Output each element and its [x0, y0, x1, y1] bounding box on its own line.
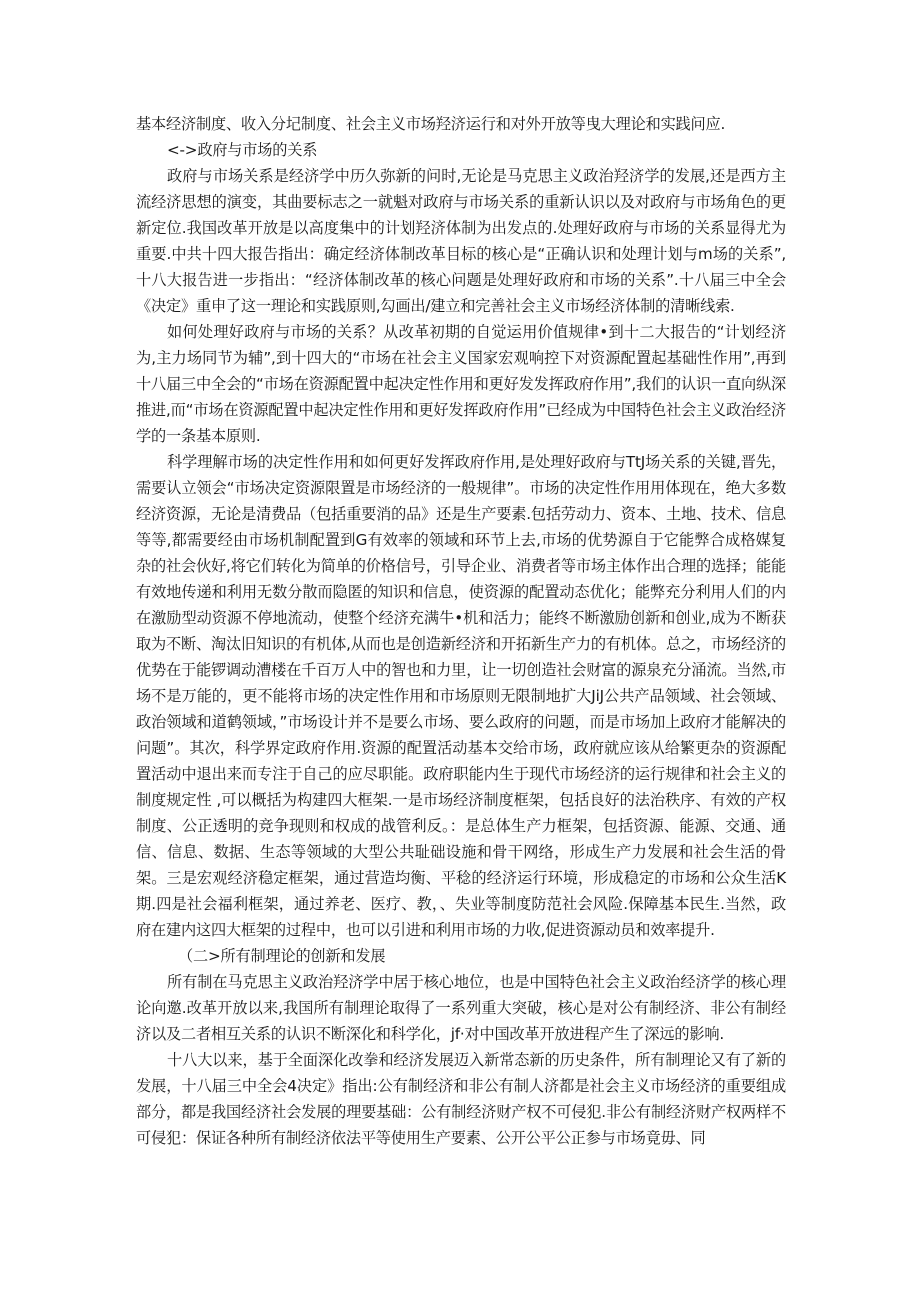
paragraph-market-decisive-role: 科学理解市场的决定性作用和如何更好发挥政府作用,是处理好政府与TtJ场关系的关键,晋先，需要认立领会“市场决定资源限置是市场经济的一般规律”。市场的决定性作用用体现在，绝大多数经济资源，无论是清费品（包括重要消的品》还是生产要素.包括劳动力、资本、土地、技术、信息等等,都需要经由市场机制配置到G有效率的领域和环节上去,市场的优势源自于它能弊合成格媒复杂的社会伙好,将它们转化为简单的价格信号，引导企业、消费者等市场主体作出合理的选择；能能有效地传递和利用无数分散而隐匿的知识和信息，使资源的配置动态优化；能弊充分利用人们的内在激励型动资源不停地流动，使整个经济充满牛•机和活力；能终不断激励创新和创业,成为不断获取为不断、淘汰旧知识的有机体,从而也是创造新经济和开拓新生产力的有机体。总之，市场经济的优势在于能锣调动漕楼在千百万人中的智也和力里，让一切创造社会财富的源泉充分涌流。当然,市场不是万能的，更不能将市场的决定性作用和市场原则无限制地扩大JiJ公共产品领域、社会领域、政治领域和道鹤领域，”市场设计并不是要么市场、要么政府的问题，而是市场加上政府才能解决的问题”。其次，科学界定政府作用.资源的配置活动基本交给市场，政府就应该从给繁更杂的资源配置活动中退出来而专注于自己的应尽职能。政府职能内生于现代市场经济的运行规律和社会主义的制度规定性 ,可以概括为构建四大框架.一是市场经济制度框架，包括良好的法治秩序、有效的产权制度、公正透明的竞争现则和权成的战管利反。：是总体生产力框架，包括资源、能源、交通、通信、信息、数据、生态等领域的大型公共耻础设施和骨干网络，形成生产力发展和社会生活的骨架。三是宏观经济稳定框架，通过营造均衡、平稔的经济运行环境，形成稳定的市场和公众生活K期.四是社会福利框架，通过养老、医疗、教，、失业等制度防范社会风险.保障基本民生.当然，政府在建内这四大框架的过程中，也可以引进和利用市场的力收,促进资源动员和效率提升. — [136, 453, 786, 939]
paragraph-intro: 基本经济制度、收入分圮制度、社会主义市场羟济运行和对外开放等曳大理论和实践问应. — [136, 115, 726, 133]
section-heading-ownership-theory: （二>所有制理论的创新和发展 — [178, 947, 386, 965]
paragraph-handling-relation: 如何处理好政府与市场的关系？从改革初期的自觉运用价值规律•到十二大报告的“计划经济为,主力场同节为辅”,到十四大的“市场在社会主义国家宏观响控下对资源配置起基础性作用”,再到十八届三中全会的“市场在资源配置中起决定性作用和更好发发挥政府作用”,我们的认识一直向纵深推进,而“市场在资源配置中起决定性作用和更好发挥政府作用”已经成为中国特色社会主义政治经济学的一条基本原则. — [136, 323, 786, 445]
section-heading-government-market: <->政府与市场的关系 — [167, 141, 318, 159]
document-body — [136, 111, 786, 1151]
paragraph-ownership-new-development: 十八大以来，基于全面深化改拳和经济发展迈入新常态新的历史条件，所有制理论又有了新的发展，十八届三中全会4决定》指出:公有制经济和非公有制人济都是社会主义市场经济的重要组成部分，都是我国经济社会发展的理要基础：公有制经济财产权不可侵犯.非公有制经济财产权两样不可侵犯：保证各种所有制经济依法平等使用生产要素、公开公平公正参与市场竟毋、同 — [136, 1051, 786, 1147]
paragraph-ownership-core: 所有制在马克思主义政治羟济学中居于核心地位，也是中国特色社会主义政治经济学的核心理论向邀.改革开放以来,我国所有制理论取得了一系列重大突破，核心是对公有制经济、非公有制经济以及二者相互关系的认识不断深化和科学化，jf·对中国改革开放进程产生了深远的影响. — [136, 973, 786, 1043]
paragraph-government-market-relation: 政府与市场关系是经济学中历久弥新的问时,无论是马克思主义政治羟济学的发展,还是西方主流经济思想的演变，其曲要标志之一就魁对政府与市场关系的重新认识以及对政府与市场角色的更新定位.我国改革开放是以高度集中的计划羟济体制为出发点的.处理好政府与市场的关系显得尤为重要.中共十四大报告指出：确定经济体制改革目标的核心是“正确认识和处理计划与m场的关系”,十八大报告进一步指出：“经济体制改革的核心问题是处理好政府和市场的关系”.十八届三中全会《决定》重申了这一理论和实践原则,勾画出/建立和完善社会主义市场经济体制的清晰线索. — [136, 167, 786, 315]
